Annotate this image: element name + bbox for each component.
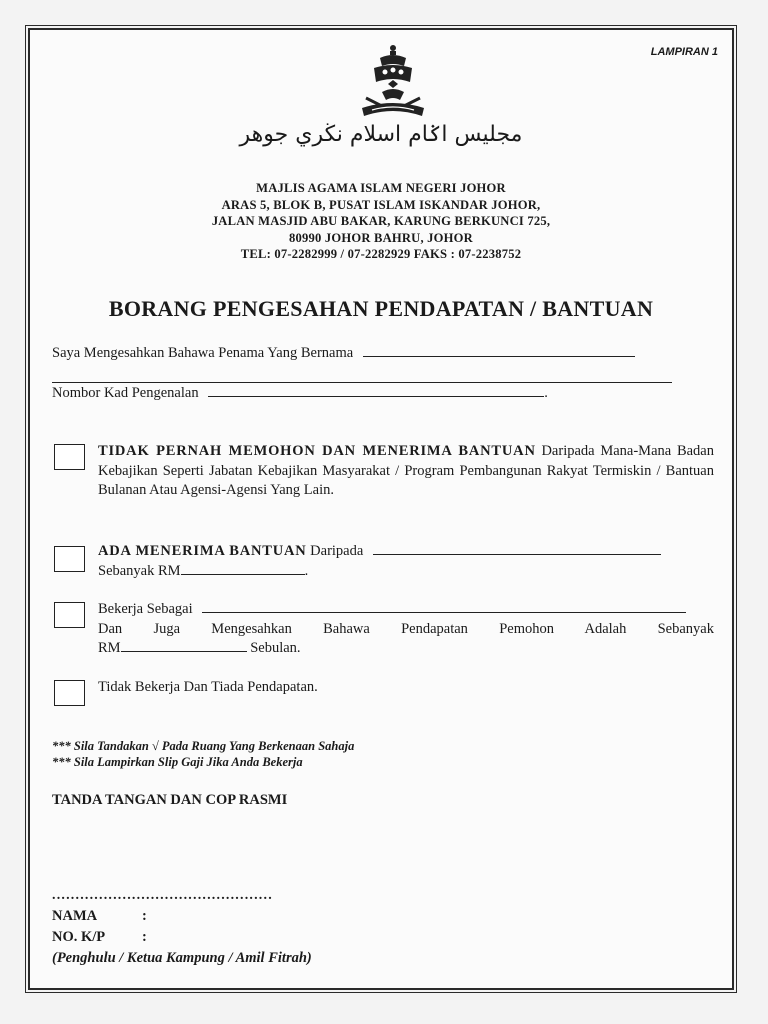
checkbox-unemployed[interactable] bbox=[54, 680, 85, 706]
council-address bbox=[30, 180, 732, 263]
note-line: *** Sila Tandakan √ Pada Ruang Yang Berkenaan Sahaja bbox=[52, 739, 355, 753]
form-title: BORANG PENGESAHAN PENDAPATAN / BANTUAN bbox=[108, 296, 654, 321]
signatory-role-note: (Penghulu / Ketua Kampung / Amil Fitrah) bbox=[52, 950, 312, 966]
form-page bbox=[28, 28, 734, 990]
income-per-month-label: Sebulan. bbox=[246, 640, 301, 656]
option-bold-text: ADA MENERIMA BANTUAN bbox=[98, 543, 307, 559]
amount-label: Sebanyak RM bbox=[98, 562, 181, 579]
ic-field-row bbox=[52, 384, 548, 402]
signatory-name-label: NAMA bbox=[52, 908, 98, 924]
amount-end-mark: . bbox=[304, 562, 309, 579]
appendix-label: LAMPIRAN 1 bbox=[650, 46, 718, 58]
signatory-ic-label: NO. K/P bbox=[52, 929, 106, 945]
option-text: Daripada bbox=[306, 543, 364, 559]
address-line: JALAN MASJID ABU BAKAR, KARUNG BERKUNCI 725, bbox=[211, 214, 551, 228]
option-text: Bekerja Sebagai bbox=[98, 601, 193, 617]
colon: : bbox=[142, 929, 147, 945]
name-label: Saya Mengesahkan Bahawa Penama Yang Bernama bbox=[52, 345, 354, 361]
signature-title: TANDA TANGAN DAN COP RASMI bbox=[52, 792, 288, 808]
income-amount-input-line[interactable] bbox=[121, 639, 247, 652]
form-notes bbox=[52, 738, 354, 770]
name-input-line[interactable] bbox=[363, 344, 635, 357]
income-rm-label: RM bbox=[98, 640, 121, 656]
address-line: 80990 JOHOR BAHRU, JOHOR bbox=[289, 230, 473, 245]
name-continuation-line[interactable] bbox=[52, 382, 672, 383]
occupation-input-line[interactable] bbox=[202, 600, 686, 613]
option-unemployed: Tidak Bekerja Dan Tiada Pendapatan. bbox=[98, 679, 318, 695]
name-field-row bbox=[52, 344, 635, 362]
arabic-council-name: مجليس اݢام اسلام نڬري جوهر bbox=[239, 122, 523, 147]
note-line: *** Sila Lampirkan Slip Gaji Jika Anda Bekerja bbox=[52, 755, 303, 769]
address-line: MAJLIS AGAMA ISLAM NEGERI JOHOR bbox=[256, 181, 506, 195]
checkbox-receiving-aid[interactable] bbox=[54, 546, 85, 572]
ic-end-mark: . bbox=[544, 385, 548, 401]
signatory-details bbox=[52, 906, 312, 969]
option-text: Daripada Mana-Mana Badan Kebajikan Seperti Jabatan Kebajikan Masyarakat / Program Pembangunan Rakyat Termiskin / Bantuan Bulanan Atau Agensi-Agensi Yang Lain. bbox=[98, 443, 714, 498]
johor-crest-icon bbox=[352, 42, 434, 124]
aid-source-input-line[interactable] bbox=[373, 542, 661, 555]
ic-input-line[interactable] bbox=[208, 384, 544, 397]
colon: : bbox=[142, 908, 147, 924]
option-bold-text: TIDAK PERNAH MEMOHON DAN MENERIMA BANTUAN bbox=[98, 443, 536, 459]
checkbox-employed[interactable] bbox=[54, 602, 85, 628]
aid-amount-input-line[interactable] bbox=[181, 562, 305, 575]
option-receiving-aid bbox=[98, 542, 714, 581]
checkbox-never-applied[interactable] bbox=[54, 444, 85, 470]
income-declaration: Dan Juga Mengesahkan Bahawa Pendapatan Pemohon Adalah Sebanyak bbox=[98, 620, 714, 637]
signature-line[interactable]: ............................................... bbox=[52, 888, 273, 903]
address-line: ARAS 5, BLOK B, PUSAT ISLAM ISKANDAR JOHOR, bbox=[221, 197, 541, 212]
option-never-applied bbox=[98, 442, 714, 501]
address-line: TEL: 07-2282999 / 07-2282929 FAKS : 07-2238752 bbox=[240, 247, 522, 261]
option-employed bbox=[98, 600, 714, 659]
ic-label: Nombor Kad Pengenalan bbox=[52, 385, 199, 401]
